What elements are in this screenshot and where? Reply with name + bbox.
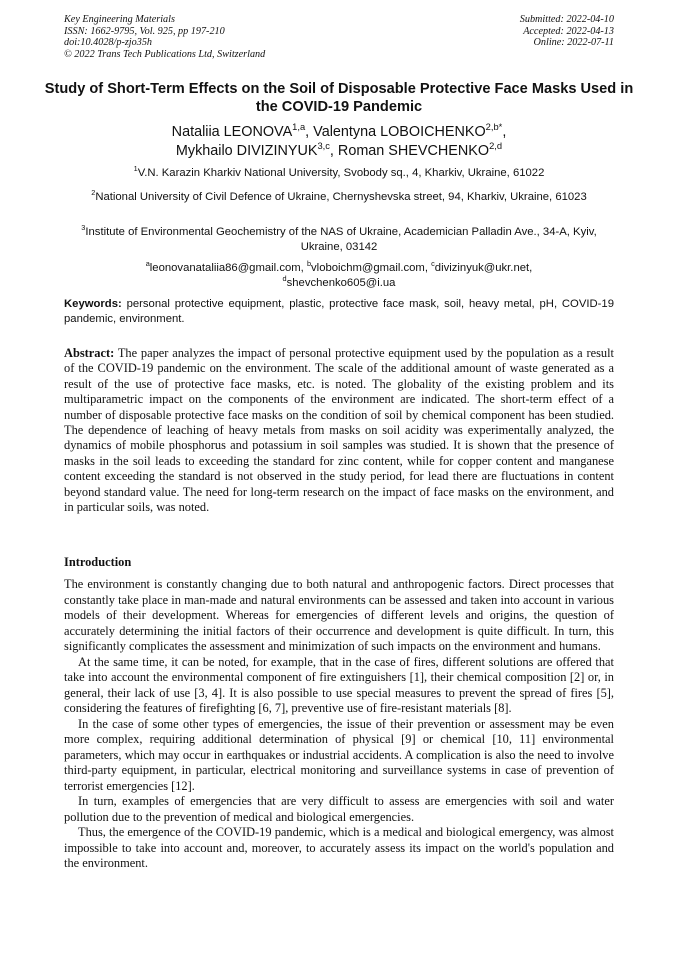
affiliation <box>64 225 614 254</box>
email-address[interactable]: divizinyuk@ukr.net <box>434 262 530 274</box>
abstract-text: The paper analyzes the impact of personal protective equipment used by the population as a result of the COVID-19 pandemic on the environment. The scale of the additional amount of waste generated as a result of the use of protective face masks, etc. is noted. The globality of the existing problem and its multiparametric impact on the components of the environment are indicated. The short-term effect of a number of disposable protective face masks on the condition of soil by chemical component has been studied. The dependence of leaching of heavy metals from masks on soil acidity was experimentally analyzed, the dynamics of mobile phosphorus and potassium in soil samples was studied. It is shown that the presence of masks in the soil leads to exceeding the standard for zinc content, while for copper content and manganese content exceeding the standard is not observed in the study period, for lead there are fluctuations in content beyond standard value. The need for long-term research on the impact of face masks on the environment, and in particular soils, was noted. <box>64 346 614 515</box>
keywords <box>64 297 614 326</box>
email-mark: a <box>145 259 150 269</box>
email-mark: d <box>282 273 287 283</box>
author-affiliation-mark: 2,d <box>489 141 503 152</box>
author-list <box>40 123 638 161</box>
issn-volume: ISSN: 1662-9795, Vol. 925, pp 197-210 <box>64 25 225 37</box>
author-name: Nataliia LEONOVA <box>171 124 293 140</box>
affiliation-number: 1 <box>133 164 138 174</box>
affiliation-number: 2 <box>91 188 96 198</box>
paragraph: In the case of some other types of emergencies, the issue of their prevention or assessment may be even more complex, requiring additional determination of physical [9] or chemical [10, 11] environmental parameters, which may occur in earthquakes or industrial accidents. A complication is also the need to involve third-party equipment, in particular, electrical monitoring and surveillance systems in case of prevention of terrorist emergencies [12]. <box>64 716 614 793</box>
email-mark: b <box>306 259 312 269</box>
journal-info <box>64 14 265 60</box>
author-name: Roman SHEVCHENKO <box>337 143 490 159</box>
publication-dates <box>520 14 614 49</box>
author-separator: , <box>502 124 507 140</box>
email-address[interactable]: shevchenko605@i.ua <box>286 276 396 289</box>
copyright: © 2022 Trans Tech Publications Ltd, Switzerland <box>64 48 266 60</box>
author-affiliation-mark: 3,c <box>317 141 330 152</box>
author-affiliation-mark: 1,a <box>292 122 306 133</box>
paragraph: Thus, the emergence of the COVID-19 pandemic, which is a medical and biological emergency, was almost impossible to take into account and, moreover, to accurately assess its impact on the world's population and the environment. <box>64 825 614 870</box>
email-address[interactable]: vloboichm@gmail.com <box>311 262 425 274</box>
abstract-label: Abstract: <box>64 346 115 360</box>
introduction-body <box>64 577 614 872</box>
keywords-label: Keywords: <box>64 298 122 310</box>
paragraph: The environment is constantly changing due to both natural and anthropogenic factors. Direct processes that constantly take place in man-made and natural environments can be assessed and taken into account in various models of their development. Whereas for emergencies of different levels and origins, the question of accurately determining the initial factors of their occurrence and development is quite difficult. In turn, this significantly complicates the assessment and minimization of such impacts on the environment and humans. <box>64 577 614 653</box>
paper-title: Study of Short-Term Effects on the Soil of Disposable Protective Face Masks Used in the COVID-19 Pandemic <box>44 81 634 115</box>
affiliation-number: 3 <box>81 223 86 233</box>
email-separator: , <box>529 262 533 274</box>
author-affiliation-mark: 2,b* <box>485 122 503 133</box>
author-separator: , <box>305 124 314 140</box>
email-address[interactable]: leonovanataliia86@gmail.com <box>149 262 301 274</box>
email-separator: , <box>424 262 432 274</box>
affiliation <box>64 166 614 181</box>
doi: doi:10.4028/p-zjo35h <box>64 37 153 49</box>
submitted-date: Submitted: 2022-04-10 <box>519 14 614 25</box>
email-separator: , <box>300 262 307 274</box>
affiliation-text: V.N. Karazin Kharkiv National University, Svobody sq., 4, Kharkiv, Ukraine, 61022 <box>137 167 545 179</box>
author-separator: , <box>329 143 338 159</box>
email-list <box>64 261 614 290</box>
journal-name: Key Engineering Materials <box>64 14 175 25</box>
abstract <box>64 346 614 515</box>
paragraph: At the same time, it can be noted, for example, that in the case of fires, different solutions are offered that take into account the environmental component of fire extinguishers [1], their chemical composition [2] or, in general, their lack of use [3, 4]. It is also possible to use special measures to prevent the spread of fires [5], considering the features of firefighting [6, 7], preventive use of fire-resistant materials [8]. <box>64 654 614 715</box>
affiliation-text: National University of Civil Defence of Ukraine, Chernyshevska street, 94, Kharkiv, Ukraine, 61023 <box>95 191 587 203</box>
email-mark: c <box>431 259 435 269</box>
accepted-date: Accepted: 2022-04-13 <box>523 25 614 37</box>
author-name: Mykhailo DIVIZINYUK <box>175 143 318 159</box>
keywords-text: personal protective equipment, plastic, protective face mask, soil, heavy metal, pH, COVID-19 pandemic, environment. <box>64 298 614 325</box>
paragraph: In turn, examples of emergencies that are very difficult to assess are emergencies with soil and water pollution due to the prevention of medical and biological emergencies. <box>64 794 614 824</box>
affiliation <box>64 190 614 205</box>
author-name: Valentyna LOBOICHENKO <box>313 124 486 140</box>
online-date: Online: 2022-07-11 <box>533 37 614 49</box>
introduction-heading: Introduction <box>64 555 132 569</box>
affiliation-text: Institute of Environmental Geochemistry of the NAS of Ukraine, Academician Palladin Ave., 34-A, Kyiv, Ukraine, 03142 <box>85 226 597 253</box>
